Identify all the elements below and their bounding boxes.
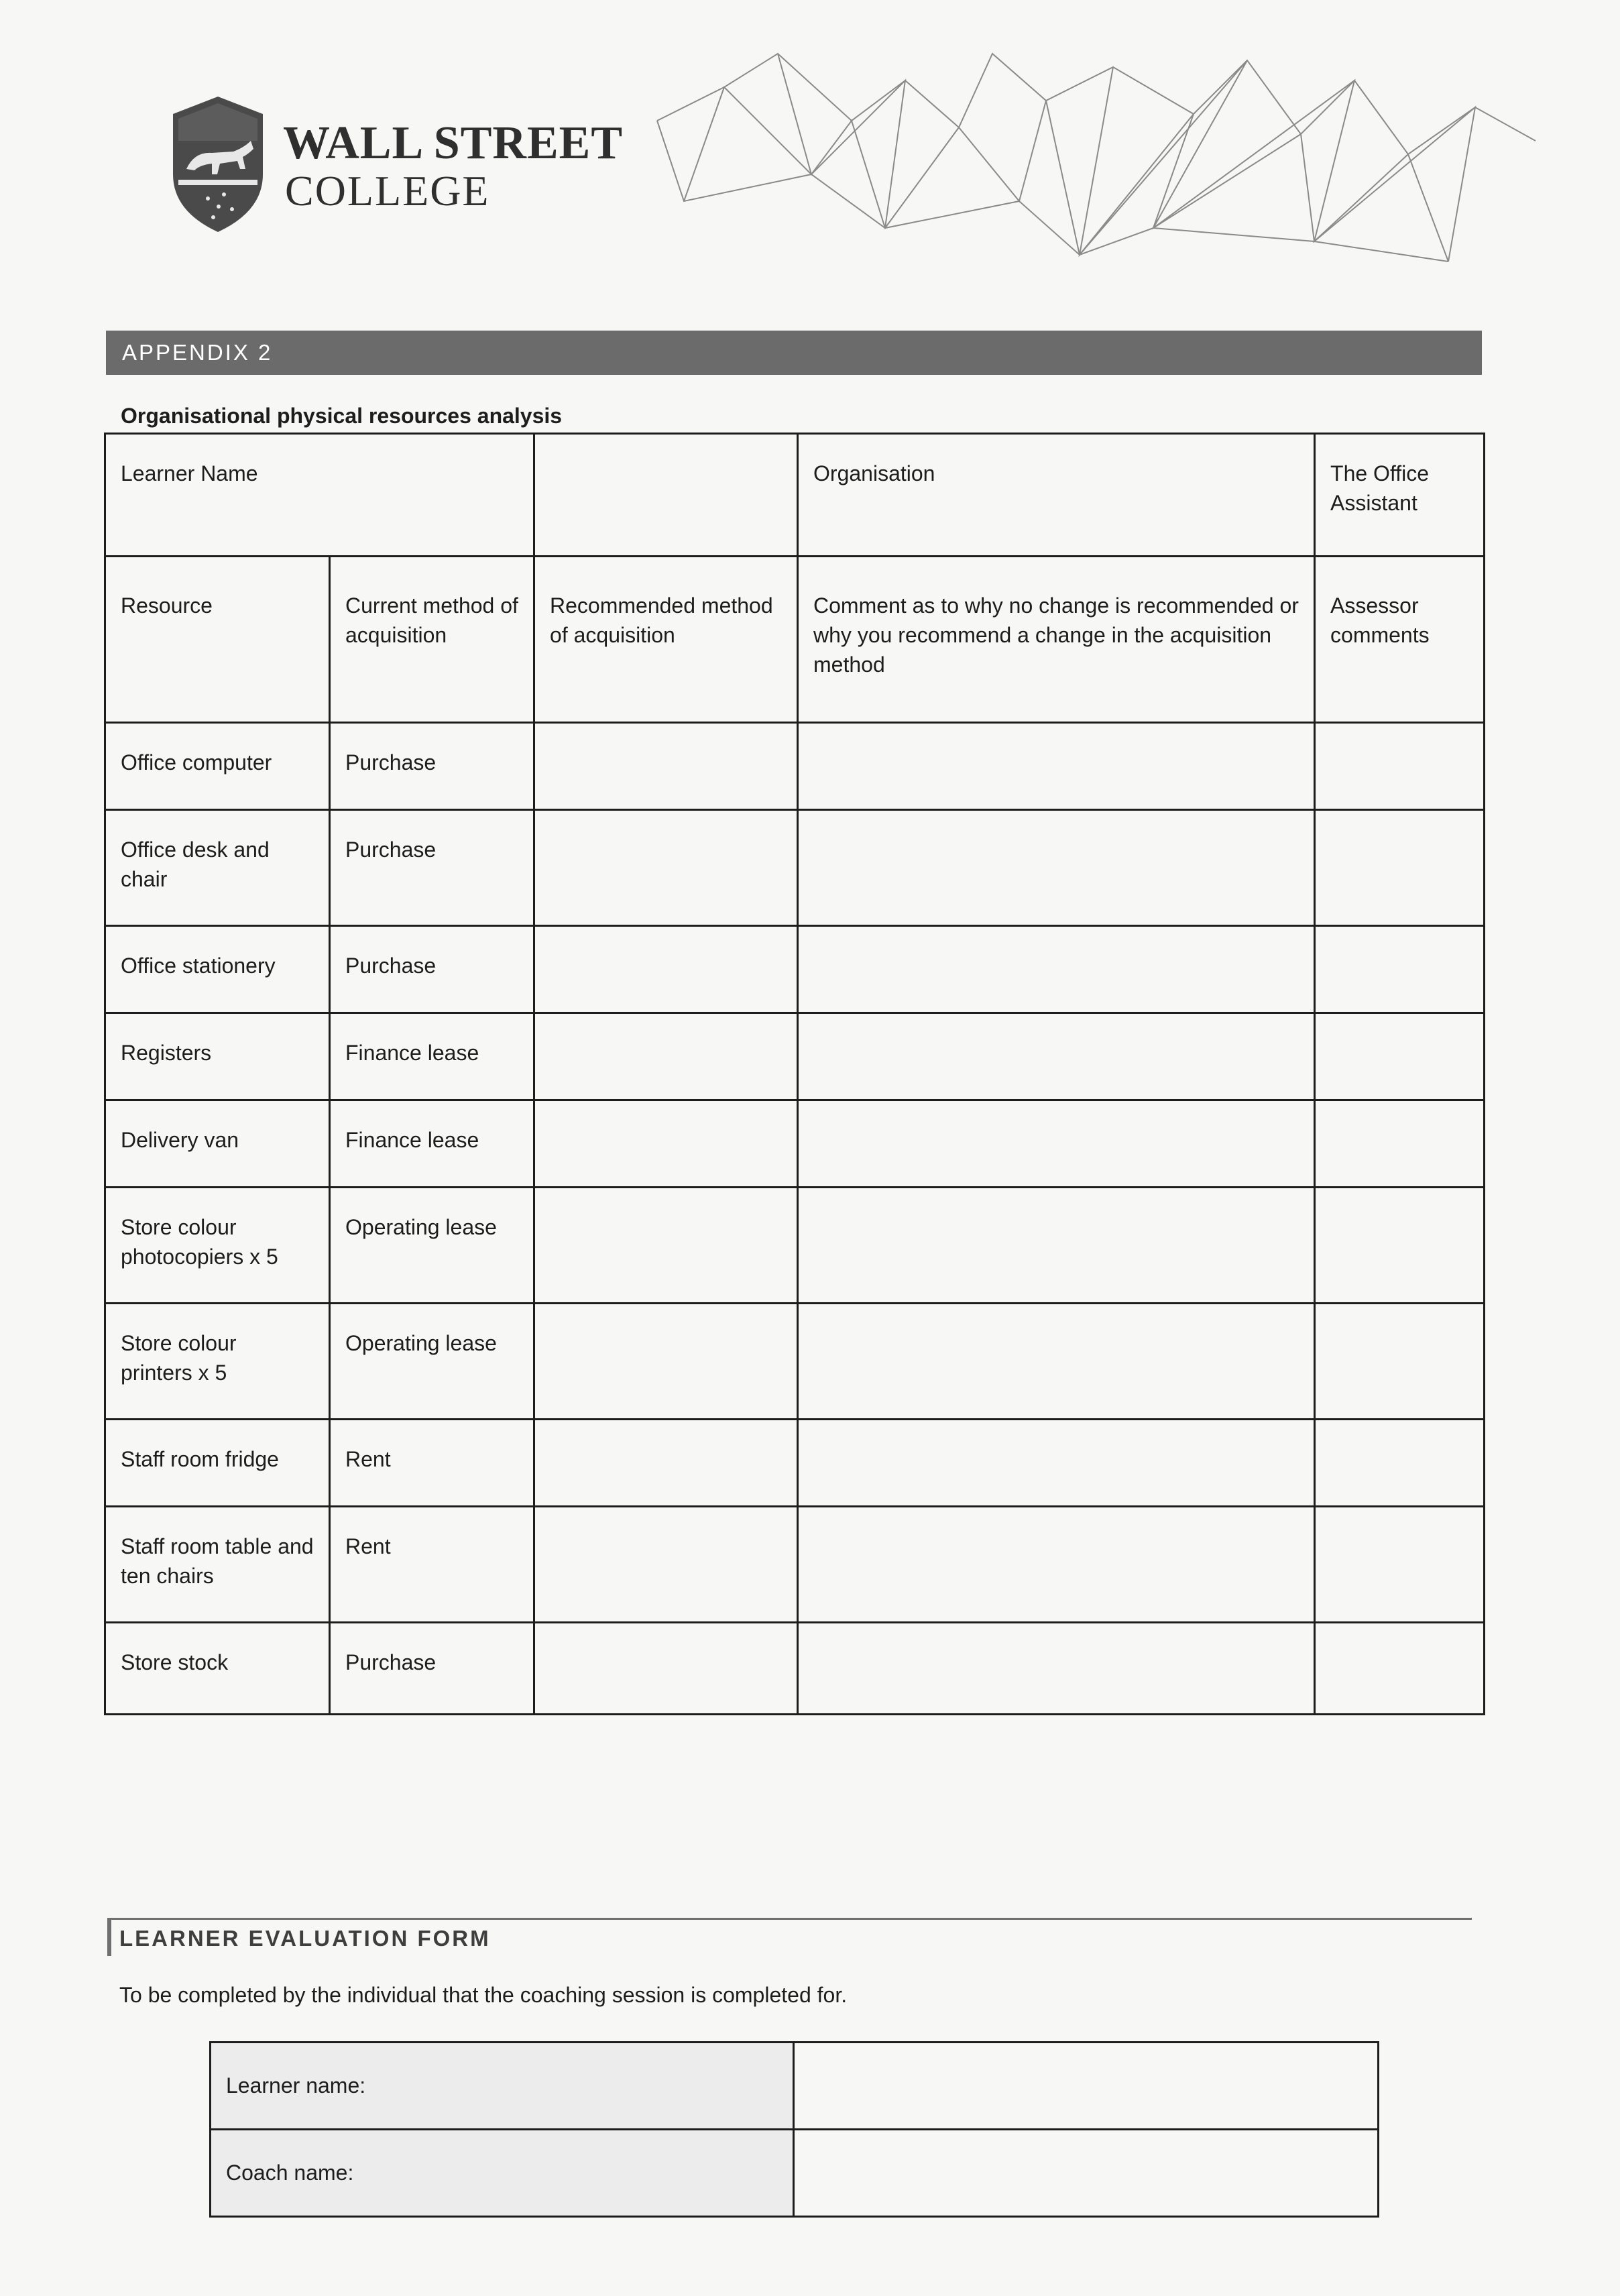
organisation-value: The Office Assistant bbox=[1315, 434, 1485, 557]
assessor-cell[interactable] bbox=[1315, 1100, 1485, 1188]
recommended-method-cell[interactable] bbox=[534, 1304, 798, 1420]
assessor-cell[interactable] bbox=[1315, 1304, 1485, 1420]
evaluation-title: LEARNER EVALUATION FORM bbox=[119, 1926, 491, 1951]
logo-text-line2: COLLEGE bbox=[285, 167, 490, 215]
table-row bbox=[105, 1013, 1485, 1100]
comment-cell[interactable] bbox=[798, 1304, 1315, 1420]
header-comment: Comment as to why no change is recommended or why you recommend a change in the acquisition method bbox=[798, 557, 1315, 723]
resource-cell: Office desk and chair bbox=[105, 810, 330, 926]
recommended-method-cell[interactable] bbox=[534, 1188, 798, 1304]
assessor-cell[interactable] bbox=[1315, 1013, 1485, 1100]
learner-name-value[interactable] bbox=[534, 434, 798, 557]
table-row bbox=[105, 926, 1485, 1013]
table-row bbox=[105, 723, 1485, 810]
comment-cell[interactable] bbox=[798, 1623, 1315, 1715]
resources-analysis-table bbox=[104, 433, 1485, 1715]
current-method-cell: Purchase bbox=[330, 1623, 534, 1715]
assessor-cell[interactable] bbox=[1315, 1507, 1485, 1623]
table-row bbox=[105, 1188, 1485, 1304]
current-method-cell: Operating lease bbox=[330, 1304, 534, 1420]
table-row bbox=[105, 1623, 1485, 1715]
resource-cell: Store colour printers x 5 bbox=[105, 1304, 330, 1420]
comment-cell[interactable] bbox=[798, 723, 1315, 810]
recommended-method-cell[interactable] bbox=[534, 723, 798, 810]
assessor-cell[interactable] bbox=[1315, 810, 1485, 926]
current-method-cell: Purchase bbox=[330, 810, 534, 926]
eval-learner-label: Learner name: bbox=[211, 2043, 794, 2130]
coach-name-row bbox=[211, 2130, 1379, 2217]
decorative-network-graphic bbox=[644, 40, 1582, 282]
table-row bbox=[105, 810, 1485, 926]
recommended-method-cell[interactable] bbox=[534, 1013, 798, 1100]
current-method-cell: Rent bbox=[330, 1420, 534, 1507]
resource-cell: Office computer bbox=[105, 723, 330, 810]
comment-cell[interactable] bbox=[798, 1100, 1315, 1188]
recommended-method-cell[interactable] bbox=[534, 810, 798, 926]
appendix-header: APPENDIX 2 bbox=[106, 331, 1482, 375]
table-row bbox=[105, 1507, 1485, 1623]
assessor-cell[interactable] bbox=[1315, 926, 1485, 1013]
assessor-cell[interactable] bbox=[1315, 1188, 1485, 1304]
resource-cell: Delivery van bbox=[105, 1100, 330, 1188]
evaluation-table bbox=[209, 2041, 1379, 2218]
resource-cell: Store colour photocopiers x 5 bbox=[105, 1188, 330, 1304]
eval-coach-label: Coach name: bbox=[211, 2130, 794, 2217]
recommended-method-cell[interactable] bbox=[534, 1507, 798, 1623]
learner-name-label: Learner Name bbox=[105, 434, 534, 557]
recommended-method-cell[interactable] bbox=[534, 1100, 798, 1188]
current-method-cell: Operating lease bbox=[330, 1188, 534, 1304]
assessor-cell[interactable] bbox=[1315, 1420, 1485, 1507]
resource-cell: Registers bbox=[105, 1013, 330, 1100]
assessor-cell[interactable] bbox=[1315, 723, 1485, 810]
evaluation-divider bbox=[107, 1918, 1472, 1920]
evaluation-title-marker bbox=[107, 1919, 111, 1956]
organisation-label: Organisation bbox=[798, 434, 1315, 557]
evaluation-intro: To be completed by the individual that the coaching session is completed for. bbox=[119, 1983, 848, 2007]
college-logo bbox=[168, 94, 624, 235]
info-row bbox=[105, 434, 1485, 557]
resource-cell: Store stock bbox=[105, 1623, 330, 1715]
header-resource: Resource bbox=[105, 557, 330, 723]
comment-cell[interactable] bbox=[798, 810, 1315, 926]
eval-coach-field[interactable] bbox=[794, 2130, 1379, 2217]
shield-bull-icon bbox=[168, 94, 268, 235]
current-method-cell: Finance lease bbox=[330, 1100, 534, 1188]
logo-text-line1: WALL STREET bbox=[283, 117, 624, 169]
current-method-cell: Purchase bbox=[330, 723, 534, 810]
table-title: Organisational physical resources analysis bbox=[121, 404, 563, 428]
header-row bbox=[105, 557, 1485, 723]
learner-name-row bbox=[211, 2043, 1379, 2130]
current-method-cell: Finance lease bbox=[330, 1013, 534, 1100]
recommended-method-cell[interactable] bbox=[534, 1420, 798, 1507]
resource-cell: Staff room fridge bbox=[105, 1420, 330, 1507]
comment-cell[interactable] bbox=[798, 1420, 1315, 1507]
table-row bbox=[105, 1304, 1485, 1420]
comment-cell[interactable] bbox=[798, 1507, 1315, 1623]
recommended-method-cell[interactable] bbox=[534, 1623, 798, 1715]
header-recommended-method: Recommended method of acquisition bbox=[534, 557, 798, 723]
current-method-cell: Purchase bbox=[330, 926, 534, 1013]
current-method-cell: Rent bbox=[330, 1507, 534, 1623]
table-row bbox=[105, 1420, 1485, 1507]
comment-cell[interactable] bbox=[798, 926, 1315, 1013]
assessor-cell[interactable] bbox=[1315, 1623, 1485, 1715]
header-assessor-comments: Assessor comments bbox=[1315, 557, 1485, 723]
comment-cell[interactable] bbox=[798, 1188, 1315, 1304]
table-row bbox=[105, 1100, 1485, 1188]
resource-cell: Staff room table and ten chairs bbox=[105, 1507, 330, 1623]
eval-learner-field[interactable] bbox=[794, 2043, 1379, 2130]
recommended-method-cell[interactable] bbox=[534, 926, 798, 1013]
comment-cell[interactable] bbox=[798, 1013, 1315, 1100]
header-current-method: Current method of acquisition bbox=[330, 557, 534, 723]
resource-cell: Office stationery bbox=[105, 926, 330, 1013]
